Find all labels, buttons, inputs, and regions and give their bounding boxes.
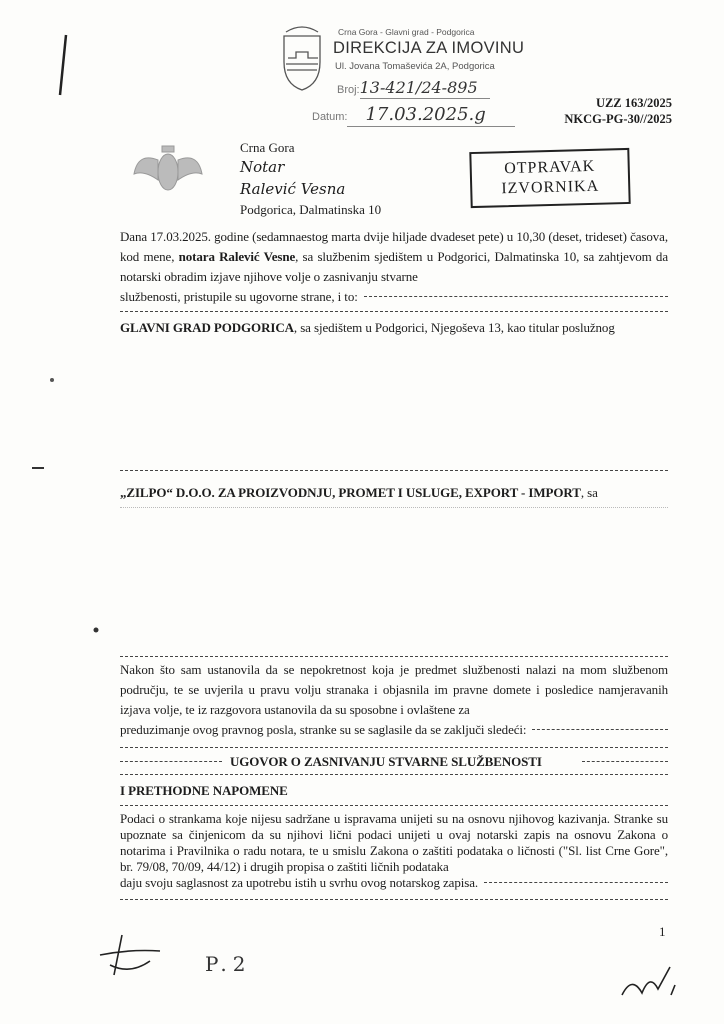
stamp-institution: DIREKCIJA ZA IMOVINU xyxy=(333,39,525,57)
handwritten-signature-right xyxy=(622,967,675,995)
divider xyxy=(120,774,668,775)
handwritten-page-note: P.2 xyxy=(205,952,252,976)
cut-line xyxy=(120,507,668,508)
contract-title: UGOVOR O ZASNIVANJU STVARNE SLUŽBENOSTI xyxy=(230,754,542,769)
stamp-address: Ul. Jovana Tomaševića 2A, Podgorica xyxy=(335,61,495,72)
stamp-region: Crna Gora - Glavni grad - Podgorica xyxy=(338,27,475,37)
intro-section xyxy=(120,227,668,338)
divider xyxy=(120,470,668,471)
divider xyxy=(120,805,668,806)
intro-paragraph: Dana 17.03.2025. godine (sedamnaestog marta dvije hiljade dvadeset pete) u 10,30 (deset, trideset) časova, kod mene, notara Ralević Vesne, sa službenim sjedištem u Podgorici, Dalmatinska 10, sa zahtjevom da notarski obradim izjave njihove volje o zasnivanju stvarne xyxy=(120,229,668,284)
otpravak-stamp: OTPRAVAK IZVORNIKA xyxy=(469,148,630,208)
section-1-heading: I PRETHODNE NAPOMENE xyxy=(120,783,288,798)
contract-section xyxy=(120,656,668,900)
podaci-paragraph: Podaci o strankama koje nijesu sadržane u ispravama unijeti su na osnovu njihovog kazivanja. Stranke su upoznate sa činjenicom da su njihovi lični podaci unijeti u ovaj notarski zapis na osnovu Zakona o notarima i Pravilnika o radu notara, te u smislu Zakona o zaštiti podataka o ličnosti ("Sl. list Crne Gore", br. 79/08, 70/09, 44/12) i drugih propisa o zaštiti ličnih podataka xyxy=(120,811,668,874)
party-2: „ZILPO“ D.O.O. ZA PROIZVODNJU, PROMET I USLUGE, EXPORT - IMPORT , sa xyxy=(120,485,598,500)
divider xyxy=(120,656,668,657)
page-number: 1 xyxy=(659,924,666,939)
handwritten-signature-left xyxy=(100,935,160,975)
notary-address: Podgorica, Dalmatinska 10 xyxy=(240,202,382,217)
divider xyxy=(120,747,668,748)
montenegro-eagle-icon xyxy=(134,146,202,190)
uzz-number: UZZ 163/2025 xyxy=(595,96,672,110)
nakon-paragraph: Nakon što sam ustanovila da se nepokretnost koja je predmet službenosti nalazi na mom službenom području, te se uvjerila u pravu volju stranaka i objasnila im pravne domete i posledice namjeravanih izjava volje, te iz razgovora ustanovila da su sposobne i ovlaštene za xyxy=(120,662,668,717)
notary-name: Ralević Vesna xyxy=(240,180,346,198)
notary-country: Crna Gora xyxy=(240,140,295,155)
nakon-last-line: preduzimanje ovog pravnog posla, stranke su se saglasile da se zaključi sledeći: xyxy=(120,720,668,740)
party-1: GLAVNI GRAD PODGORICA , sa sjedištem u Podgorici, Njegoševa 13, kao titular poslužnog xyxy=(120,320,615,335)
party-2-section xyxy=(120,470,668,508)
divider xyxy=(120,311,668,312)
stamp-datum: Datum: 17.03.2025.g xyxy=(312,104,515,128)
podaci-last-line: daju svoju saglasnost za upotrebu istih u svrhu ovog notarskog zapisa. xyxy=(120,875,668,891)
notary-title: Notar xyxy=(240,158,285,176)
divider xyxy=(120,899,668,900)
nkcg-number: NKCG-PG-30//2025 xyxy=(564,112,672,126)
city-coat-of-arms-icon xyxy=(284,27,320,90)
stamp-broj: Broj: 13-421/24-895 xyxy=(337,78,490,100)
contract-title-row xyxy=(120,752,668,772)
intro-last-line: službenosti, pristupile su ugovorne strane, i to: xyxy=(120,287,668,307)
